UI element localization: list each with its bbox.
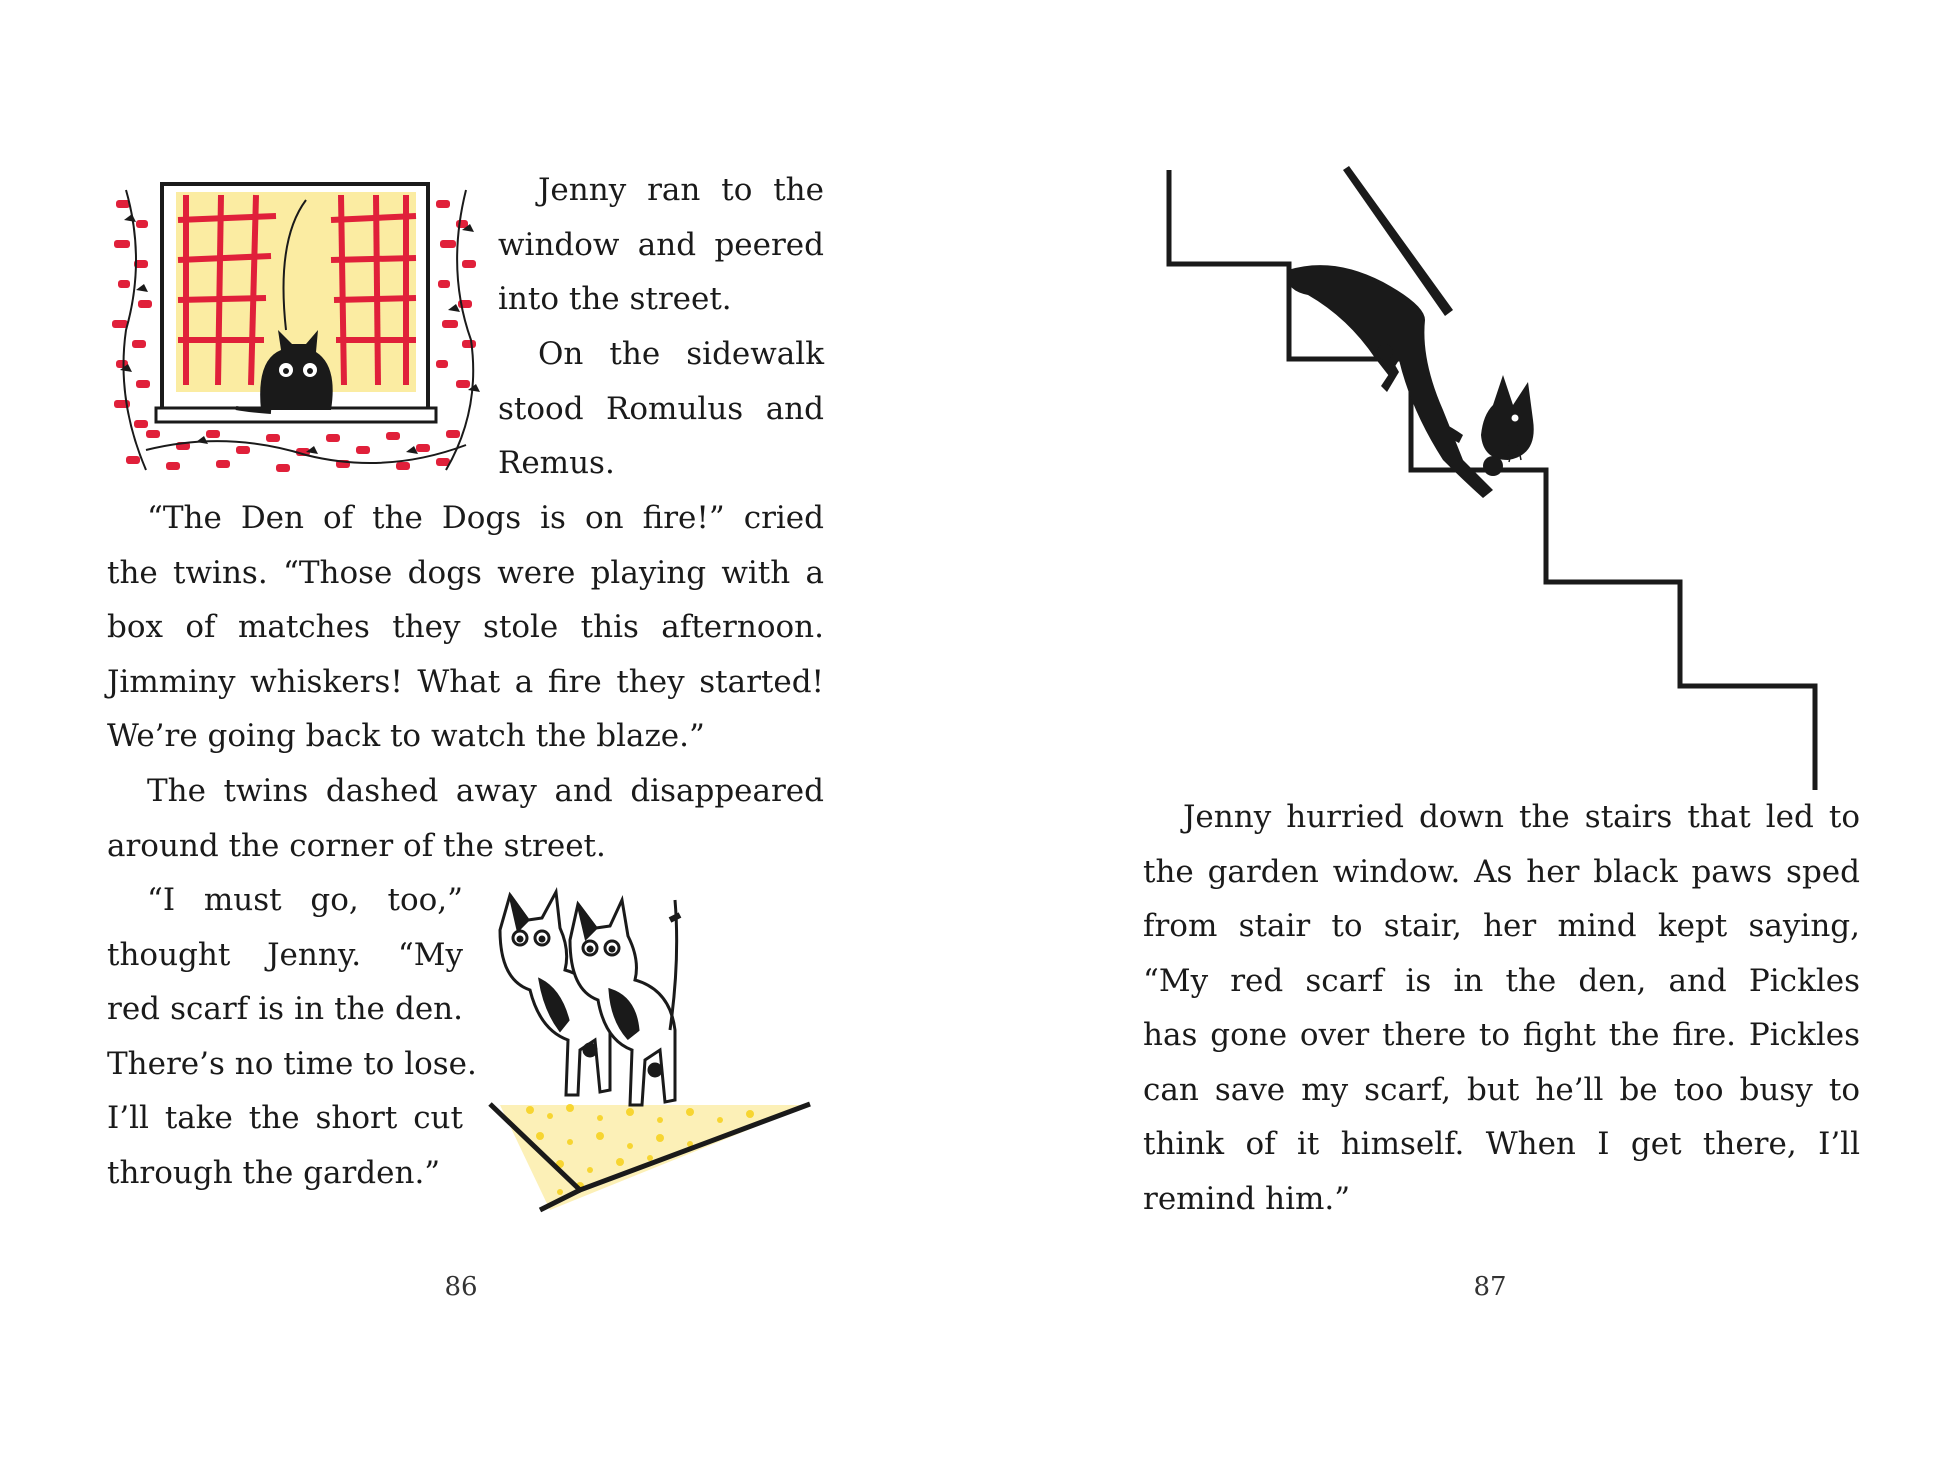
right-page [973, 0, 1946, 1481]
window-cat-illustration [106, 180, 506, 480]
text-line: The twins dashed away and disappeared [147, 773, 824, 809]
staircase-outline [1169, 170, 1815, 790]
twin-cats-illustration [470, 880, 830, 1220]
text-line: Jenny ran to the [538, 172, 824, 208]
text-line: from stair to stair, her mind kept saying, [1143, 908, 1860, 944]
text-line: There’s no time to lose. [107, 1045, 477, 1082]
stairs-paragraph [1143, 790, 1860, 1226]
text-line: box of matches they stole this afternoon. [107, 609, 824, 645]
text-line: into the street. [498, 281, 732, 317]
sidewalk-paragraph [498, 327, 824, 491]
page-number: 87 [1473, 1272, 1507, 1302]
text-line: red scarf is in the den. [107, 991, 463, 1027]
text-line: think of it himself. When I get there, I’ll [1143, 1126, 1860, 1162]
text-line: remind him.” [1143, 1180, 1351, 1217]
text-line: thought Jenny. “My [107, 936, 463, 973]
twins-paragraph [107, 764, 824, 873]
text-line: Jimminy whiskers! What a fire they started! [107, 663, 824, 700]
window-paragraph [498, 163, 824, 327]
text-line: I’ll take the short cut [107, 1100, 463, 1136]
text-line: has gone over there to fight the fire. Pickles [1143, 1017, 1860, 1053]
cat-eye [1512, 415, 1519, 422]
text-line: “My red scarf is in the den, and Pickles [1143, 962, 1860, 999]
window-sill [156, 408, 436, 422]
text-line: “I must go, too,” [147, 882, 463, 918]
den-paragraph [107, 491, 824, 764]
text-line: around the corner of the street. [107, 827, 606, 864]
staircase-cat-illustration [1163, 160, 1823, 800]
text-line: Jenny hurried down the stairs that led to [1183, 799, 1860, 835]
text-line: Remus. [498, 445, 615, 481]
text-line: stood Romulus and [498, 390, 824, 427]
text-line: “The Den of the Dogs is on fire!” cried [147, 500, 824, 536]
text-line: through the garden.” [107, 1154, 441, 1191]
text-line: window and peered [498, 226, 824, 263]
text-line: On the sidewalk [538, 336, 824, 372]
must-go-paragraph [107, 873, 477, 1200]
page-number: 86 [444, 1272, 478, 1302]
text-line: We’re going back to watch the blaze.” [107, 718, 705, 754]
text-line: the garden window. As her black paws sped [1143, 853, 1860, 890]
text-line: the twins. “Those dogs were playing with a [107, 554, 824, 591]
text-line: can save my scarf, but he’ll be too busy to [1143, 1071, 1860, 1108]
